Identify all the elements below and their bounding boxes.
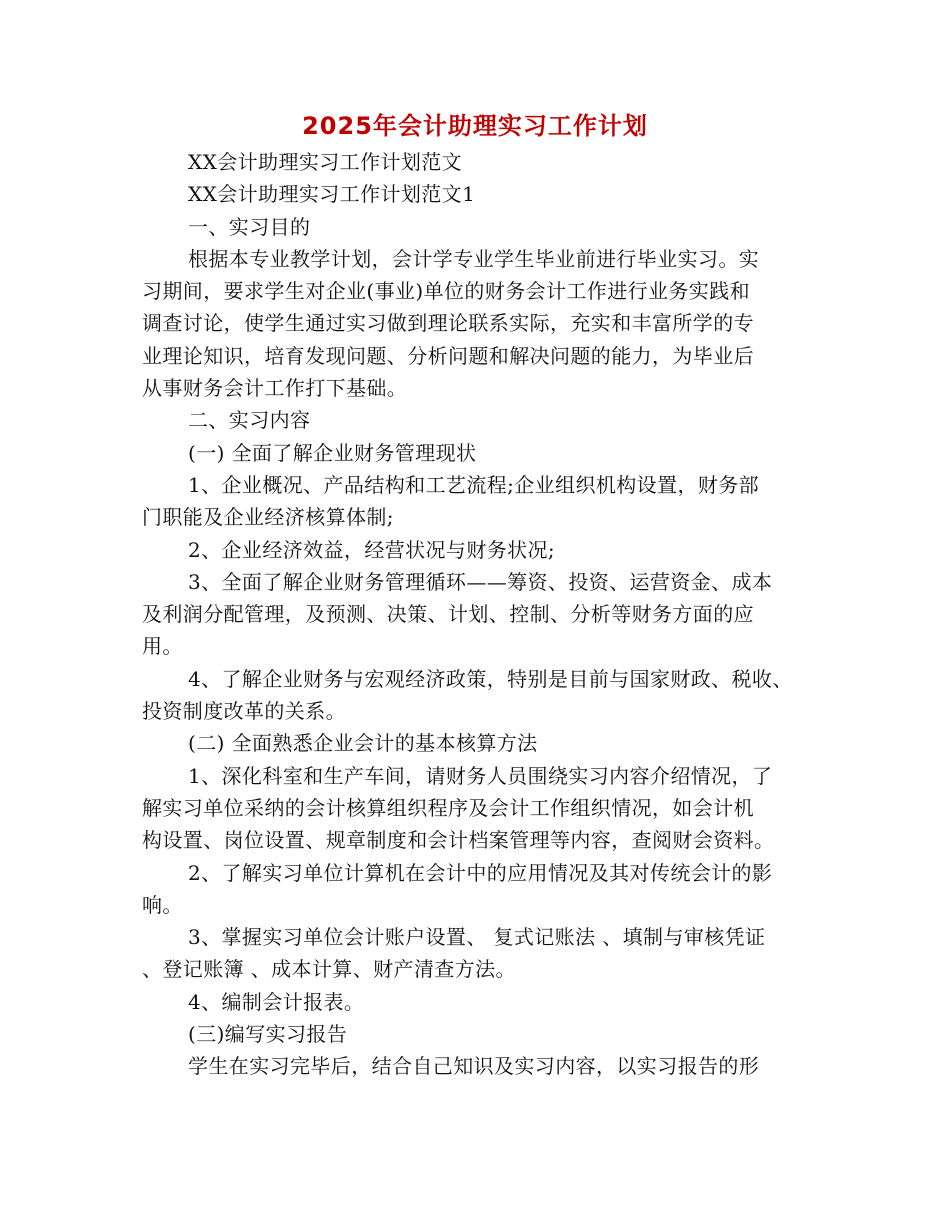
text-line: 构设置、岗位设置、规章制度和会计档案管理等内容，查阅财会资料。 (142, 828, 775, 853)
text-line: 1、深化科室和生产车间，请财务人员围绕实习内容介绍情况，了 (188, 763, 773, 788)
text-line: 、登记账簿 、成本计算、财产清查方法。 (142, 957, 516, 982)
text-line: (二) 全面熟悉企业会计的基本核算方法 (188, 731, 538, 756)
text-line: 4、了解企业财务与宏观经济政策，特别是目前与国家财政、税收、 (188, 666, 793, 691)
text-line: 解实习单位采纳的会计核算组织程序及会计工作组织情况，如会计机 (142, 795, 754, 820)
text-line: 4、编制会计报表。 (188, 989, 365, 1014)
text-line: 习期间，要求学生对企业(事业)单位的财务会计工作进行业务实践和 (142, 279, 751, 304)
text-line: 2、了解实习单位计算机在会计中的应用情况及其对传统会计的影 (188, 860, 773, 885)
text-line: 响。 (142, 892, 183, 917)
text-line: XX会计助理实习工作计划范文1 (188, 182, 476, 207)
text-line: 从事财务会计工作打下基础。 (142, 376, 408, 401)
text-line: 调查讨论，使学生通过实习做到理论联系实际，充实和丰富所学的专 (142, 311, 754, 336)
text-line: 1、企业概况、产品结构和工艺流程;企业组织机构设置，财务部 (188, 472, 760, 497)
text-line: 投资制度改革的关系。 (142, 699, 346, 724)
text-line: 用。 (142, 634, 183, 659)
document-title: 2025年会计助理实习工作计划 (302, 112, 648, 140)
text-line: 根据本专业教学计划，会计学专业学生毕业前进行毕业实习。实 (188, 246, 760, 271)
text-line: 3、全面了解企业财务管理循环——筹资、投资、运营资金、成本 (188, 569, 773, 594)
text-line: 二、实习内容 (188, 408, 311, 433)
text-line: 2、企业经济效益，经营状况与财务状况; (188, 537, 556, 562)
text-line: 学生在实习完毕后，结合自己知识及实习内容，以实习报告的形 (188, 1054, 760, 1079)
text-line: 一、实习目的 (188, 214, 311, 239)
text-line: 及利润分配管理，及预测、决策、计划、控制、分析等财务方面的应 (142, 602, 754, 627)
text-line: 3、掌握实习单位会计账户设置、 复式记账法 、填制与审核凭证 (188, 925, 766, 950)
text-line: (一) 全面了解企业财务管理现状 (188, 440, 477, 465)
text-line: 业理论知识，培育发现问题、分析问题和解决问题的能力，为毕业后 (142, 343, 754, 368)
text-line: 门职能及企业经济核算体制; (142, 505, 394, 530)
document-body (142, 146, 812, 1083)
text-line: (三)编写实习报告 (188, 1022, 348, 1047)
text-line: XX会计助理实习工作计划范文 (188, 150, 463, 174)
